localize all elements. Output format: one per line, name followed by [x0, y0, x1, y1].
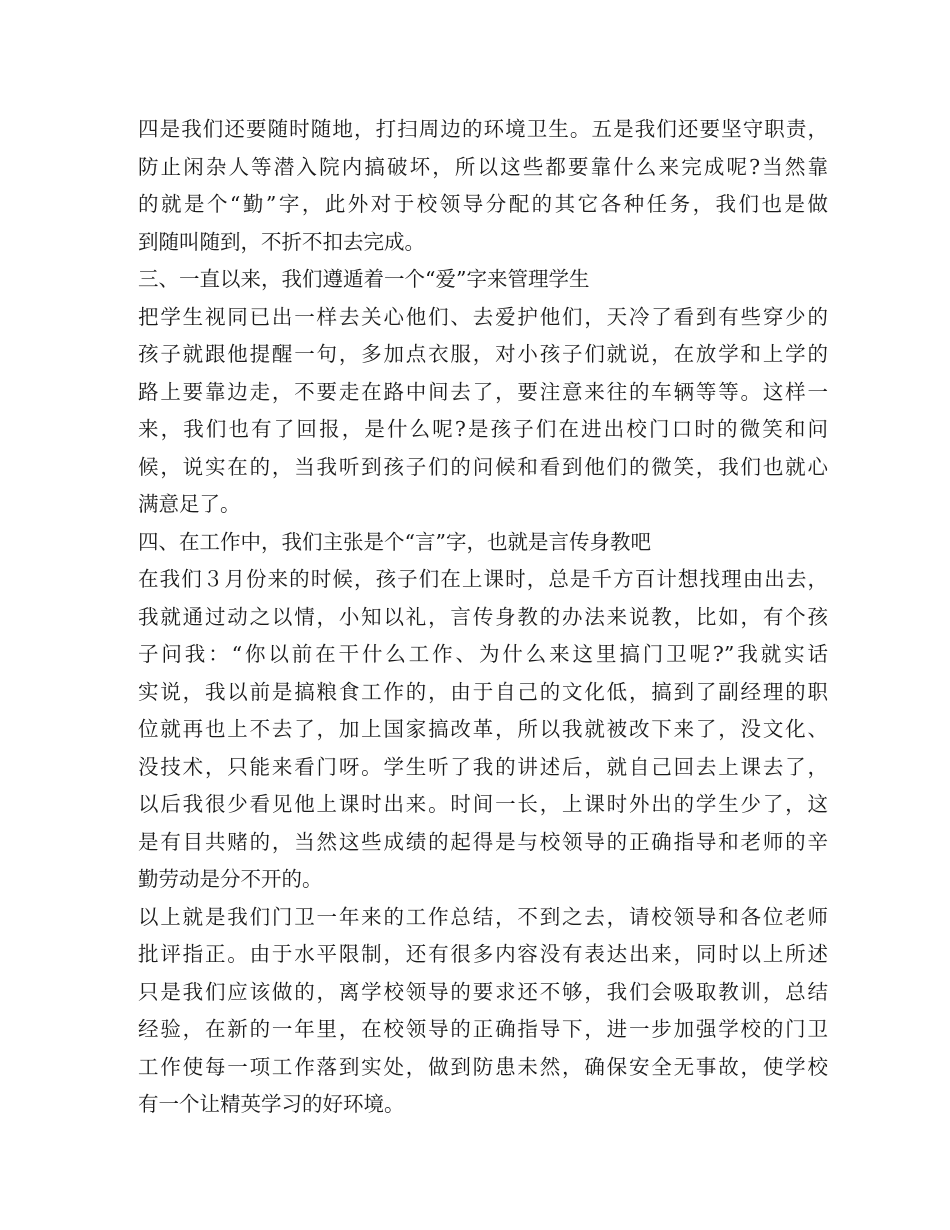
text-line: 来，我们也有了回报，是什么呢?是孩子们在进出校门口时的微笑和问: [138, 417, 828, 441]
text-line: 批评指正。由于水平限制，还有很多内容没有表达出来，同时以上所述: [138, 942, 828, 966]
text-line: 把学生视同已出一样去关心他们、去爱护他们，天冷了看到有些穿少的: [138, 304, 828, 329]
text-line: 实说，我以前是搞粮食工作的，由于自己的文化低，搞到了副经理的职: [138, 679, 828, 704]
text-line: 经验，在新的一年里，在校领导的正确指导下，进一步加强学校的门卫: [138, 1017, 828, 1041]
text-line: 子问我：“你以前在干什么工作、为什么来这里搞门卫呢?”我就实话: [138, 642, 828, 666]
text-line: 候，说实在的，当我听到孩子们的问候和看到他们的微笑，我们也就心: [138, 454, 828, 479]
text-line: 我就通过动之以情，小知以礼，言传身教的办法来说教，比如，有个孩: [138, 604, 828, 629]
text-line: 有一个让精英学习的好环境。: [138, 1092, 405, 1116]
text-line: 位就再也上不去了，加上国家搞改革，所以我就被改下来了，没文化、: [138, 717, 828, 741]
text-line: 孩子就跟他提醒一句，多加点衣服，对小孩子们就说，在放学和上学的: [138, 342, 828, 366]
text-line: 只是我们应该做的，离学校领导的要求还不够，我们会吸取教训，总结: [138, 979, 828, 1004]
document-body: [138, 111, 828, 1124]
text-line: 防止闲杂人等潜入院内搞破坏，所以这些都要靠什么来完成呢?当然靠: [138, 154, 828, 179]
text-line: 满意足了。: [138, 492, 241, 516]
text-line: 路上要靠边走，不要走在路中间去了，要注意来往的车辆等等。这样一: [138, 379, 828, 404]
text-line: 以后我很少看见他上课时出来。时间一长，上课时外出的学生少了，这: [138, 792, 828, 816]
text-line: 勤劳动是分不开的。: [138, 867, 323, 891]
text-line: 四是我们还要随时随地，打扫周边的环境卫生。五是我们还要坚守职责，: [138, 117, 828, 141]
text-line: 是有目共赌的，当然这些成绩的起得是与校领导的正确指导和老师的辛: [138, 829, 828, 854]
text-line: 的就是个“勤”字，此外对于校领导分配的其它各种任务，我们也是做: [138, 192, 828, 216]
text-line: 工作使每一项工作落到实处，做到防患未然，确保安全无事故，使学校: [138, 1054, 828, 1079]
section-heading: 三、一直以来，我们遵遁着一个“爱”字来管理学生: [138, 267, 590, 291]
text-line: 以上就是我们门卫一年来的工作总结，不到之去，请校领导和各位老师: [138, 904, 828, 929]
text-line: 到随叫随到，不折不扣去完成。: [138, 229, 425, 254]
section-heading: 四、在工作中，我们主张是个“言”字，也就是言传身教吧: [138, 529, 651, 554]
text-line: 在我们３月份来的时候，孩子们在上课时，总是千方百计想找理由出去，: [138, 567, 828, 591]
text-line: 没技术，只能来看门呀。学生听了我的讲述后，就自己回去上课去了，: [138, 754, 828, 779]
